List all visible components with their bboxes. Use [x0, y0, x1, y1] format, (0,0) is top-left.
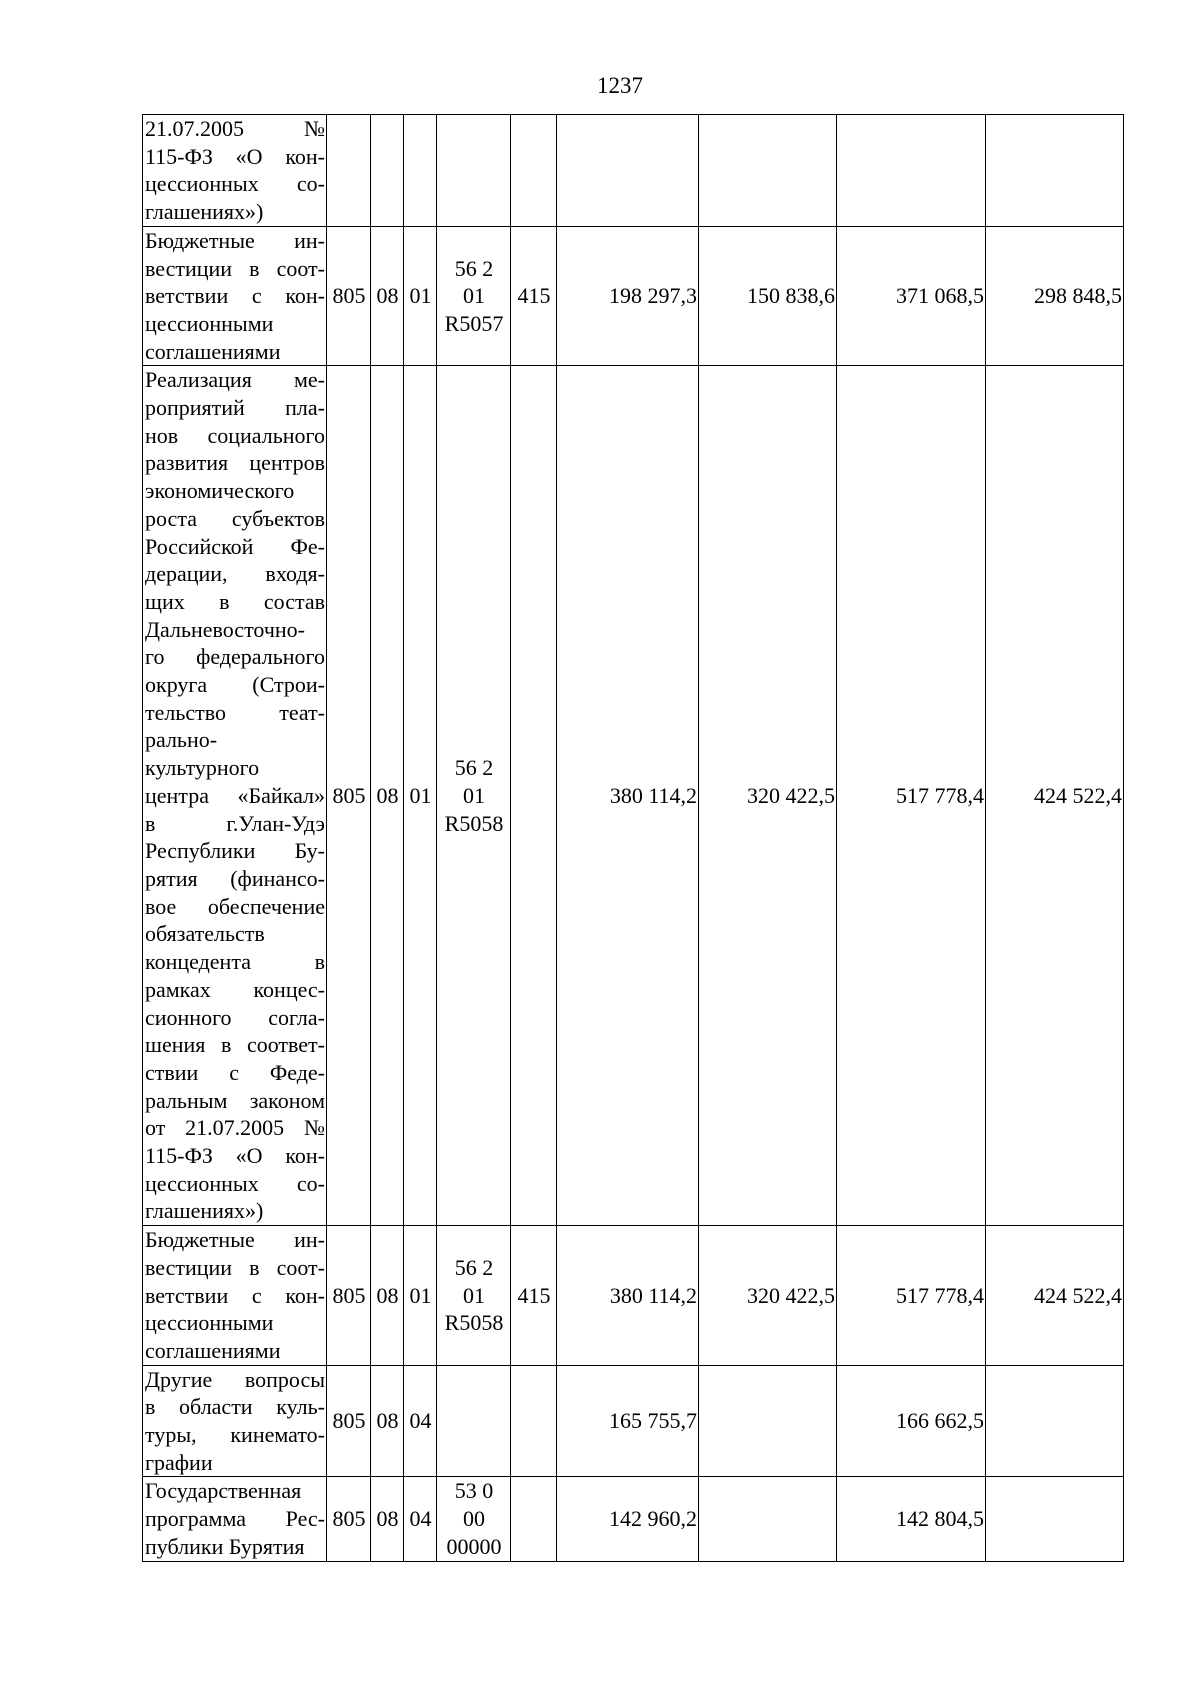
expense-name-line: рально- [145, 727, 218, 753]
expense-name-line: роприятий пла- [145, 395, 325, 421]
expense-name-line: цессионными [145, 310, 274, 336]
expense-name-line: развития центров [145, 450, 325, 476]
expense-name-line: сионного согла- [145, 1004, 325, 1030]
expense-name-line: экономического [145, 478, 295, 504]
expense-name-line: 115-ФЗ «О кон- [145, 1143, 325, 1169]
target-article-line: 56 2 [454, 755, 494, 781]
department-code-cell: 805 [327, 366, 371, 1226]
target-article-cell [437, 366, 511, 1226]
expense-name-line: обязательств [145, 921, 265, 947]
expense-name-line: от 21.07.2005 № [145, 1115, 325, 1141]
amount-cell-4 [986, 1365, 1124, 1477]
expense-name-line: соглашениями [145, 338, 281, 364]
amount-cell-3: 166 662,5 [837, 1365, 986, 1477]
section-code-cell [371, 115, 404, 227]
expense-name-line: туры, кинемато- [145, 1422, 325, 1448]
expense-name-line: Российской Фе- [145, 533, 325, 559]
table-row [143, 1477, 1124, 1561]
expense-name-cell [143, 1365, 327, 1477]
table-row [143, 1226, 1124, 1366]
amount-cell-2 [699, 115, 837, 227]
amount-cell-2 [699, 1365, 837, 1477]
expense-type-cell [511, 1365, 557, 1477]
expense-name-cell [143, 226, 327, 366]
target-article-line: R5058 [444, 1310, 504, 1336]
target-article-cell [437, 1226, 511, 1366]
table-row [143, 366, 1124, 1226]
expense-name-line: цессионными [145, 1310, 274, 1336]
expense-name-line: вестиции в соот- [145, 255, 325, 281]
expense-name-line: 21.07.2005 № [145, 116, 325, 141]
amount-cell-4: 298 848,5 [986, 226, 1124, 366]
section-code-cell: 08 [371, 226, 404, 366]
expense-name-cell [143, 1477, 327, 1561]
table-row [143, 115, 1124, 227]
expense-name-line: глашениях») [145, 1198, 264, 1224]
expense-type-cell [511, 366, 557, 1226]
amount-cell-1: 380 114,2 [557, 366, 699, 1226]
target-article-cell [437, 226, 511, 366]
expense-name-line: соглашениями [145, 1337, 281, 1363]
amount-cell-1: 165 755,7 [557, 1365, 699, 1477]
expense-name-line: Республики Бу- [145, 838, 325, 864]
expense-type-cell: 415 [511, 226, 557, 366]
section-code-cell: 08 [371, 1226, 404, 1366]
target-article-line: 01 [463, 283, 485, 309]
expense-name-line: вестиции в соот- [145, 1254, 325, 1280]
target-article-line: 01 [463, 782, 485, 808]
amount-cell-2: 150 838,6 [699, 226, 837, 366]
amount-cell-1: 198 297,3 [557, 226, 699, 366]
expense-name-line: Государственная [145, 1478, 302, 1504]
amount-cell-4 [986, 115, 1124, 227]
expense-name-cell [143, 366, 327, 1226]
target-article-line: 00 [463, 1506, 485, 1532]
amount-cell-4: 424 522,4 [986, 366, 1124, 1226]
expense-name-line: центра «Байкал» [145, 782, 325, 808]
expense-name-line: Дальневосточно- [145, 616, 305, 642]
amount-cell-3: 517 778,4 [837, 366, 986, 1226]
expense-name-line: Реализация ме- [145, 367, 325, 393]
expense-name-line: ветствии с кон- [145, 1282, 325, 1308]
expense-name-line: вое обеспечение [145, 893, 325, 919]
amount-cell-2: 320 422,5 [699, 366, 837, 1226]
department-code-cell: 805 [327, 1226, 371, 1366]
expense-name-line: программа Рес- [145, 1506, 325, 1532]
expense-name-line: 115-ФЗ «О кон- [145, 143, 325, 169]
expense-name-line: го федерального [145, 644, 325, 670]
expense-name-line: ствии с Феде- [145, 1059, 325, 1085]
target-article-line: 56 2 [454, 255, 494, 281]
expense-name-line: цессионных со- [145, 171, 325, 197]
expense-name-cell [143, 115, 327, 227]
expense-name-line: нов социального [145, 422, 325, 448]
department-code-cell: 805 [327, 1477, 371, 1561]
section-code-cell: 08 [371, 1365, 404, 1477]
expense-name-line: округа (Строи- [145, 672, 325, 698]
expense-name-line: в г.Улан-Удэ [145, 810, 325, 836]
subsection-code-cell: 01 [404, 226, 437, 366]
expense-name-line: ветствии с кон- [145, 283, 325, 309]
amount-cell-1 [557, 115, 699, 227]
expense-name-line: Бюджетные ин- [145, 1227, 325, 1253]
amount-cell-3: 517 778,4 [837, 1226, 986, 1366]
target-article-line: 00000 [446, 1533, 502, 1559]
expense-name-line: графии [145, 1449, 213, 1475]
section-code-cell: 08 [371, 366, 404, 1226]
expense-name-line: рамках концес- [145, 976, 325, 1002]
subsection-code-cell [404, 115, 437, 227]
table-row [143, 1365, 1124, 1477]
subsection-code-cell: 04 [404, 1365, 437, 1477]
expense-name-line: ральным законом [145, 1087, 325, 1113]
expense-name-line: роста субъектов [145, 505, 325, 531]
expense-name-line: тельство теат- [145, 699, 325, 725]
page-number: 1237 [597, 73, 643, 98]
expense-name-line: щих в состав [145, 588, 325, 614]
subsection-code-cell: 04 [404, 1477, 437, 1561]
target-article-line: R5058 [444, 810, 504, 836]
section-code-cell: 08 [371, 1477, 404, 1561]
target-article-line: R5057 [444, 310, 504, 336]
expense-name-line: шения в соответ- [145, 1032, 325, 1058]
amount-cell-2 [699, 1477, 837, 1561]
target-article-cell [437, 1477, 511, 1561]
subsection-code-cell: 01 [404, 1226, 437, 1366]
target-article-line: 53 0 [454, 1478, 494, 1504]
expense-name-line: концедента в [145, 949, 325, 975]
department-code-cell: 805 [327, 226, 371, 366]
expense-name-line: публики Бурятия [145, 1533, 305, 1559]
target-article-cell [437, 115, 511, 227]
expense-name-line: культурного [145, 755, 260, 781]
amount-cell-4 [986, 1477, 1124, 1561]
amount-cell-3: 142 804,5 [837, 1477, 986, 1561]
amount-cell-3: 371 068,5 [837, 226, 986, 366]
expense-name-line: цессионных со- [145, 1170, 325, 1196]
table-row [143, 226, 1124, 366]
subsection-code-cell: 01 [404, 366, 437, 1226]
expense-type-cell: 415 [511, 1226, 557, 1366]
budget-table [142, 114, 1124, 1562]
expense-name-line: дерации, входя- [145, 561, 325, 587]
expense-name-line: в области куль- [145, 1394, 325, 1420]
expense-name-line: глашениях») [145, 199, 264, 225]
expense-type-cell [511, 115, 557, 227]
target-article-line: 56 2 [454, 1254, 494, 1280]
amount-cell-2: 320 422,5 [699, 1226, 837, 1366]
expense-type-cell [511, 1477, 557, 1561]
department-code-cell [327, 115, 371, 227]
expense-name-line: рятия (финансо- [145, 865, 325, 891]
amount-cell-3 [837, 115, 986, 227]
expense-name-line: Другие вопросы [145, 1366, 325, 1392]
department-code-cell: 805 [327, 1365, 371, 1477]
expense-name-cell [143, 1226, 327, 1366]
amount-cell-1: 380 114,2 [557, 1226, 699, 1366]
expense-name-line: Бюджетные ин- [145, 227, 325, 253]
target-article-cell [437, 1365, 511, 1477]
amount-cell-1: 142 960,2 [557, 1477, 699, 1561]
target-article-line: 01 [463, 1282, 485, 1308]
amount-cell-4: 424 522,4 [986, 1226, 1124, 1366]
